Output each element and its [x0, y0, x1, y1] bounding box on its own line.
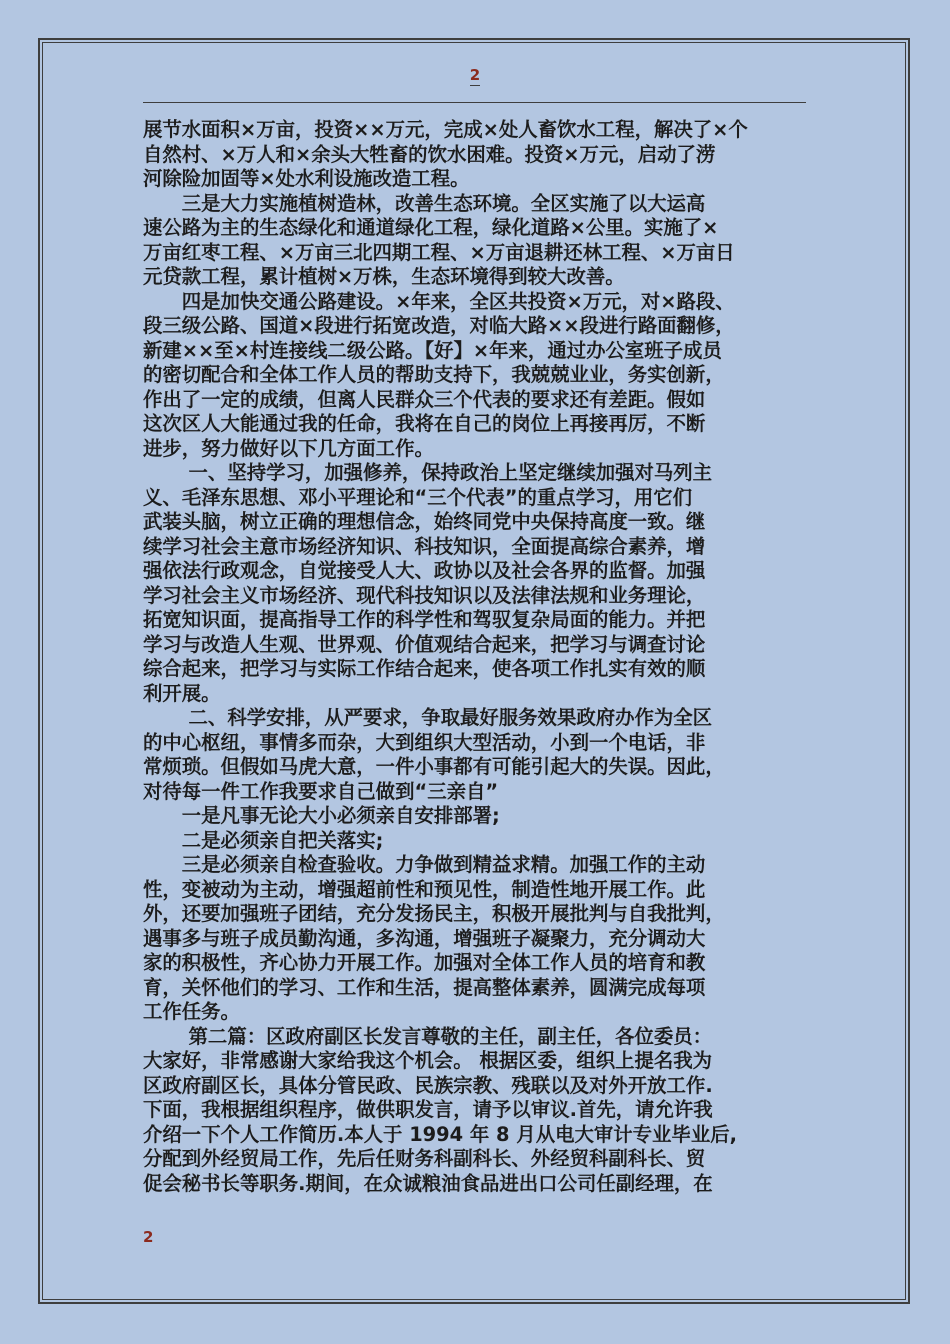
text-line: 二、科学安排，从严要求，争取最好服务效果政府办作为全区	[143, 706, 713, 729]
text-line: 万亩红枣工程、×万亩三北四期工程、×万亩退耕还林工程、×万亩日	[143, 240, 735, 264]
text-line: 下面，我根据组织程序，做供职发言，请予以审议.首先，请允许我	[143, 1098, 713, 1121]
text-line: 介绍一下个人工作简历.本人于 1994 年 8 月从电大审计专业毕业后,	[143, 1122, 737, 1146]
text-line: 四是加快交通公路建设。×年来，全区共投资×万元，对×路段、	[143, 289, 735, 313]
text-line: 武装头脑，树立正确的理想信念，始终同党中央保持高度一致。继	[143, 510, 706, 533]
text-line: 强依法行政观念，自觉接受人大、政协以及社会各界的监督。加强	[143, 559, 706, 582]
text-line: 义、毛泽东思想、邓小平理论和“三个代表”的重点学习，用它们	[143, 485, 693, 509]
text-line: 一、坚持学习，加强修养，保持政治上坚定继续加强对马列主	[143, 461, 713, 484]
text-line: 第二篇：区政府副区长发言尊敬的主任，副主任，各位委员：	[143, 1024, 713, 1048]
text-line: 续学习社会主意市场经济知识、科技知识，全面提高综合素养，增	[143, 534, 706, 558]
header-number-underline	[470, 85, 480, 86]
text-line: 区政府副区长，具体分管民政、民族宗教、残联以及对外开放工作.	[143, 1073, 713, 1097]
text-line: 遇事多与班子成员勤沟通，多沟通，增强班子凝聚力，充分调动大	[143, 926, 706, 950]
text-line: 利开展。	[143, 681, 221, 705]
text-line: 的密切配合和全体工作人员的帮助支持下，我兢兢业业，务实创新，	[143, 363, 725, 386]
text-line: 大家好，非常感谢大家给我这个机会。 根据区委，组织上提名我为	[143, 1049, 713, 1072]
text-line: 段三级公路、国道×段进行拓宽改造，对临大路××段进行路面翻修，	[143, 314, 735, 337]
text-line: 对待每一件工作我要求自己做到“三亲自”	[143, 779, 499, 803]
footer-page-number: 2	[143, 1228, 154, 1246]
text-line: 分配到外经贸局工作，先后任财务科副科长、外经贸科副科长、贸	[143, 1147, 706, 1170]
text-line: 综合起来，把学习与实际工作结合起来，使各项工作扎实有效的顺	[143, 657, 706, 680]
text-line: 展节水面积×万亩，投资××万元，完成×处人畜饮水工程，解决了×个	[143, 118, 748, 141]
text-line: 常烦琐。但假如马虎大意，一件小事都有可能引起大的失误。因此，	[143, 755, 725, 778]
text-line: 的中心枢纽，事情多而杂，大到组织大型活动，小到一个电话，非	[143, 730, 706, 754]
text-line: 外，还要加强班子团结，充分发扬民主，积极开展批判与自我批判，	[143, 902, 725, 925]
text-line: 自然村、×万人和×余头大牲畜的饮水困难。投资×万元，启动了涝	[143, 142, 716, 166]
text-line: 拓宽知识面，提高指导工作的科学性和驾驭复杂局面的能力。并把	[143, 608, 706, 631]
text-line: 三是大力实施植树造林，改善生态环境。全区实施了以大运高	[143, 191, 706, 215]
header-page-number: 2	[469, 66, 481, 84]
text-line: 育，关怀他们的学习、工作和生活，提高整体素养，圆满完成每项	[143, 975, 706, 999]
header-rule	[143, 102, 806, 103]
text-line: 性，变被动为主动，增强超前性和预见性，制造性地开展工作。此	[143, 877, 706, 901]
text-line: 学习与改造人生观、世界观、价值观结合起来，把学习与调查讨论	[143, 632, 706, 656]
text-line: 学习社会主义市场经济、现代科技知识以及法律法规和业务理论，	[143, 583, 706, 607]
text-line: 速公路为主的生态绿化和通道绿化工程，绿化道路×公里。实施了×	[143, 216, 719, 239]
text-line: 河除险加固等×处水利设施改造工程。	[143, 167, 470, 190]
text-line: 作出了一定的成绩，但离人民群众三个代表的要求还有差距。假如	[143, 387, 706, 411]
text-line: 三是必须亲自检查验收。力争做到精益求精。加强工作的主动	[143, 853, 706, 876]
text-line: 工作任务。	[143, 1000, 240, 1023]
text-line: 一是凡事无论大小必须亲自安排部署;	[143, 804, 500, 827]
text-line: 促会秘书长等职务.期间，在众诚粮油食品进出口公司任副经理，在	[143, 1171, 713, 1195]
text-line: 元贷款工程，累计植树×万株，生态环境得到较大改善。	[143, 265, 625, 288]
text-line: 二是必须亲自把关落实;	[143, 828, 384, 852]
body-text	[143, 118, 819, 1196]
text-line: 进步，努力做好以下几方面工作。	[143, 436, 434, 460]
text-line: 家的积极性，齐心协力开展工作。加强对全体工作人员的培育和教	[143, 951, 706, 974]
text-line: 这次区人大能通过我的任命，我将在自己的岗位上再接再厉，不断	[143, 412, 706, 435]
text-line: 新建××至×村连接线二级公路。【好】×年来，通过办公室班子成员	[143, 338, 722, 362]
